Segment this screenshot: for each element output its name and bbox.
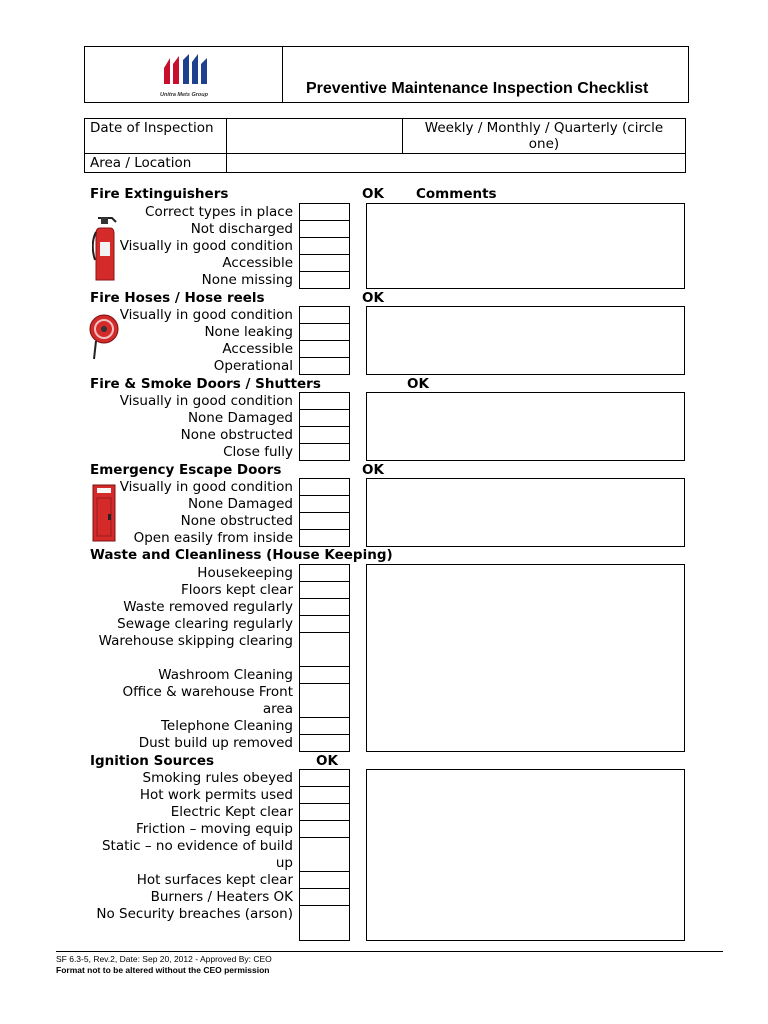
ok-header: OK	[362, 290, 384, 306]
ok-checkbox[interactable]	[299, 237, 350, 255]
check-item: Close fully	[223, 444, 293, 460]
check-item: Washroom Cleaning	[158, 667, 293, 683]
ok-checkbox[interactable]	[299, 271, 350, 289]
area-field[interactable]	[227, 154, 686, 173]
section-title: Fire Extinguishers	[90, 186, 229, 202]
comments-box[interactable]	[366, 478, 685, 547]
check-item: Not discharged	[190, 221, 293, 237]
ok-checkbox[interactable]	[299, 340, 350, 358]
comments-box[interactable]	[366, 564, 685, 752]
ok-header: OK	[407, 376, 429, 392]
check-item: None Damaged	[187, 410, 293, 426]
check-item: Waste removed regularly	[123, 599, 293, 615]
date-label: Date of Inspection	[85, 119, 227, 154]
ok-checkbox[interactable]	[299, 564, 350, 582]
check-item: Hot work permits used	[139, 787, 293, 803]
check-item: Visually in good condition	[119, 238, 293, 254]
ok-checkbox[interactable]	[299, 598, 350, 616]
ok-checkbox[interactable]	[299, 837, 350, 872]
company-logo	[156, 50, 216, 102]
ok-checkbox[interactable]	[299, 820, 350, 838]
check-item: None obstructed	[180, 427, 293, 443]
comments-box[interactable]	[366, 769, 685, 941]
ok-checkbox[interactable]	[299, 581, 350, 599]
ok-checkbox[interactable]	[299, 666, 350, 684]
check-item: Accessible	[222, 341, 293, 357]
section-title: Ignition Sources	[90, 753, 215, 769]
check-item: Friction – moving equip	[135, 821, 293, 837]
ok-checkbox[interactable]	[299, 529, 350, 547]
check-item: Static – no evidence of build up	[101, 838, 293, 871]
hose-reel-icon	[88, 311, 122, 361]
check-item: Open easily from inside	[133, 530, 293, 546]
check-item: Telephone Cleaning	[160, 718, 293, 734]
frequency-label[interactable]: Weekly / Monthly / Quarterly (circle one)	[403, 119, 686, 154]
ok-checkbox[interactable]	[299, 495, 350, 513]
ok-checkbox[interactable]	[299, 905, 350, 941]
ok-checkbox[interactable]	[299, 478, 350, 496]
logo-text: Unitra Mets Group	[160, 92, 208, 98]
check-item: Sewage clearing regularly	[117, 616, 293, 632]
ok-checkbox[interactable]	[299, 632, 350, 667]
check-item: Office & warehouse Front area	[122, 684, 293, 717]
check-item: Warehouse skipping clearing	[98, 633, 293, 649]
ok-header: OK	[316, 753, 338, 769]
ok-checkbox[interactable]	[299, 615, 350, 633]
footer-divider	[56, 951, 723, 952]
check-item: Correct types in place	[145, 204, 293, 220]
check-item: None obstructed	[180, 513, 293, 529]
ok-checkbox[interactable]	[299, 512, 350, 530]
section-title: Fire Hoses / Hose reels	[90, 290, 265, 306]
ok-checkbox[interactable]	[299, 254, 350, 272]
ok-checkbox[interactable]	[299, 306, 350, 324]
ok-header: OK	[362, 462, 384, 478]
footer-revision: SF 6.3-5, Rev.2, Date: Sep 20, 2012 - Approved By: CEO	[56, 954, 272, 964]
section-title: Waste and Cleanliness (House Keeping)	[90, 547, 393, 563]
ok-checkbox[interactable]	[299, 683, 350, 718]
ok-checkbox[interactable]	[299, 203, 350, 221]
check-item: Visually in good condition	[119, 393, 293, 409]
document-title: Preventive Maintenance Inspection Checklist	[306, 80, 649, 97]
comments-box[interactable]	[366, 392, 685, 461]
ok-checkbox[interactable]	[299, 443, 350, 461]
check-item: Burners / Heaters OK	[150, 889, 293, 905]
header-divider	[282, 46, 283, 103]
ok-checkbox[interactable]	[299, 392, 350, 410]
inspection-info-table	[84, 118, 686, 173]
comments-box[interactable]	[366, 203, 685, 289]
check-item: Smoking rules obeyed	[142, 770, 293, 786]
date-field[interactable]	[227, 119, 403, 154]
check-item: Dust build up removed	[138, 735, 293, 751]
check-item: Visually in good condition	[119, 479, 293, 495]
check-item: Housekeeping	[197, 565, 293, 581]
check-item: None missing	[201, 272, 293, 288]
ok-checkbox[interactable]	[299, 426, 350, 444]
ok-checkbox[interactable]	[299, 888, 350, 906]
ok-checkbox[interactable]	[299, 786, 350, 804]
fire-extinguisher-icon	[92, 214, 122, 284]
section-title: Emergency Escape Doors	[90, 462, 282, 478]
ok-checkbox[interactable]	[299, 409, 350, 427]
ok-header: OK	[362, 186, 384, 202]
escape-door-icon	[92, 484, 116, 542]
comments-header: Comments	[416, 186, 497, 202]
check-item: Floors kept clear	[180, 582, 293, 598]
ok-checkbox[interactable]	[299, 734, 350, 752]
ok-checkbox[interactable]	[299, 717, 350, 735]
area-label: Area / Location	[85, 154, 227, 173]
check-item: Accessible	[222, 255, 293, 271]
footer-notice: Format not to be altered without the CEO permission	[56, 965, 270, 975]
ok-checkbox[interactable]	[299, 769, 350, 787]
comments-box[interactable]	[366, 306, 685, 375]
check-item: Electric Kept clear	[170, 804, 293, 820]
check-item: None Damaged	[187, 496, 293, 512]
check-item: None leaking	[204, 324, 293, 340]
ok-checkbox[interactable]	[299, 871, 350, 889]
check-item: Operational	[213, 358, 293, 374]
ok-checkbox[interactable]	[299, 220, 350, 238]
ok-checkbox[interactable]	[299, 357, 350, 375]
ok-checkbox[interactable]	[299, 803, 350, 821]
check-item: Visually in good condition	[119, 307, 293, 323]
check-item: No Security breaches (arson)	[96, 906, 293, 922]
section-title: Fire & Smoke Doors / Shutters	[90, 376, 321, 392]
check-item: Hot surfaces kept clear	[136, 872, 293, 888]
ok-checkbox[interactable]	[299, 323, 350, 341]
